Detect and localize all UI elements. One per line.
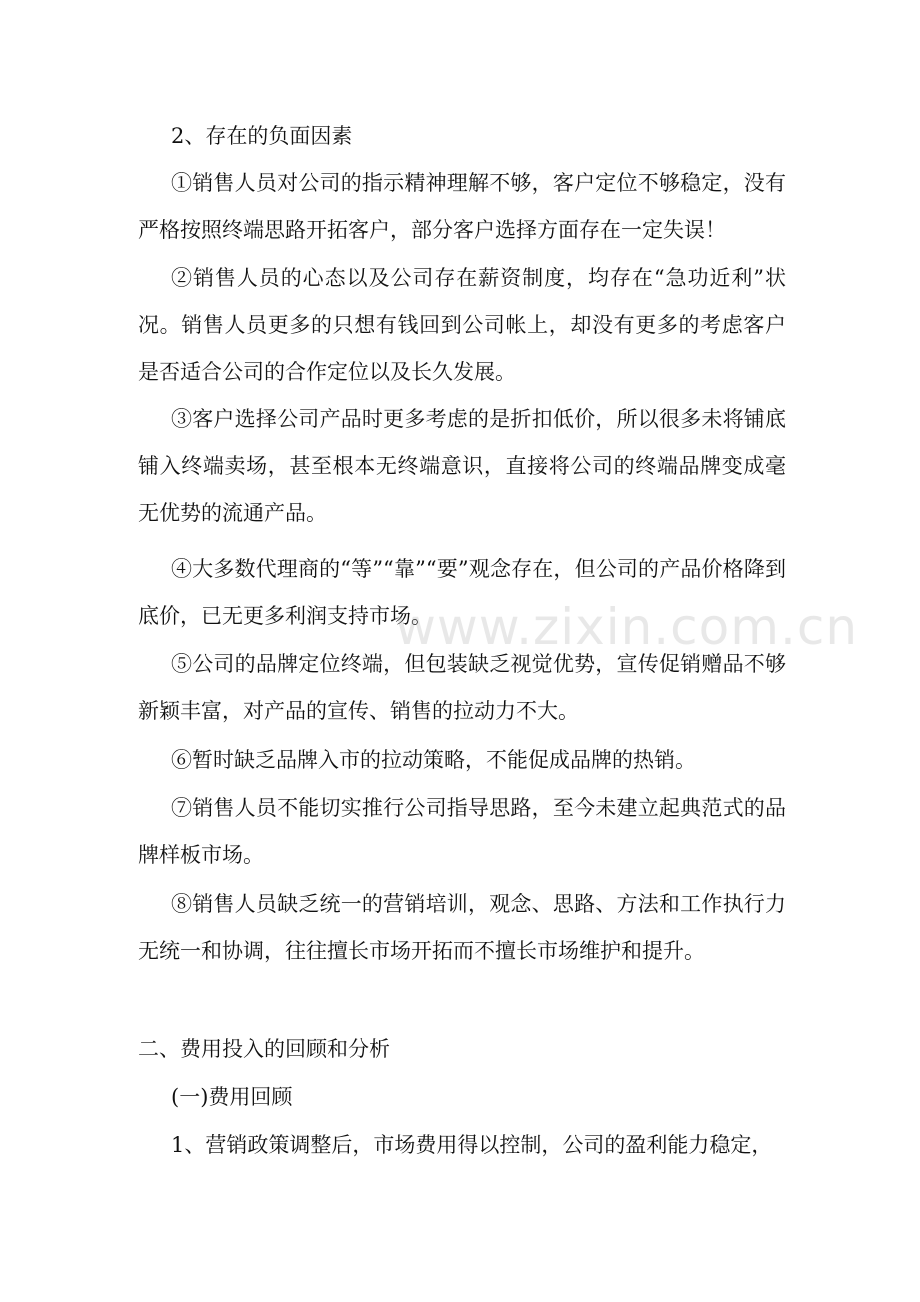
paragraph-item-5: ⑤公司的品牌定位终端，但包装缺乏视觉优势，宣传促销赠品不够新颖丰富，对产品的宣传、销售的拉动力不大。 [138,652,786,723]
paragraph-item-4: ④大多数代理商的“等”“靠”“要”观念存在，但公司的产品价格降到底价，已无更多利润支持市场。 [138,557,786,628]
subsection-heading-expense-review: (一)费用回顾 [171,1085,293,1109]
paragraph-item-7: ⑦销售人员不能切实推行公司指导思路，至今未建立起典范式的品牌样板市场。 [138,796,786,867]
watermark-text: www.zixin.com.cn [395,598,859,656]
heading-negative-factors: 2、存在的负面因素 [171,124,353,148]
paragraph-expense-1: 1、营销政策调整后，市场费用得以控制，公司的盈利能力稳定， [171,1133,773,1157]
paragraph-item-1: ①销售人员对公司的指示精神理解不够，客户定位不够稳定，没有严格按照终端思路开拓客户，部分客户选择方面存在一定失误！ [138,171,786,242]
section-heading-expense-review: 二、费用投入的回顾和分析 [138,1037,390,1061]
paragraph-item-6: ⑥暂时缺乏品牌入市的拉动策略，不能促成品牌的热销。 [171,748,696,772]
paragraph-item-8: ⑧销售人员缺乏统一的营销培训，观念、思路、方法和工作执行力无统一和协调，往往擅长市场开拓而不擅长市场维护和提升。 [138,892,786,963]
paragraph-item-3: ③客户选择公司产品时更多考虑的是折扣低价，所以很多未将铺底铺入终端卖场，甚至根本无终端意识，直接将公司的终端品牌变成毫无优势的流通产品。 [138,407,786,525]
paragraph-item-2: ②销售人员的心态以及公司存在薪资制度，均存在“急功近利”状况。销售人员更多的只想有钱回到公司帐上，却没有更多的考虑客户是否适合公司的合作定位以及长久发展。 [138,266,786,384]
